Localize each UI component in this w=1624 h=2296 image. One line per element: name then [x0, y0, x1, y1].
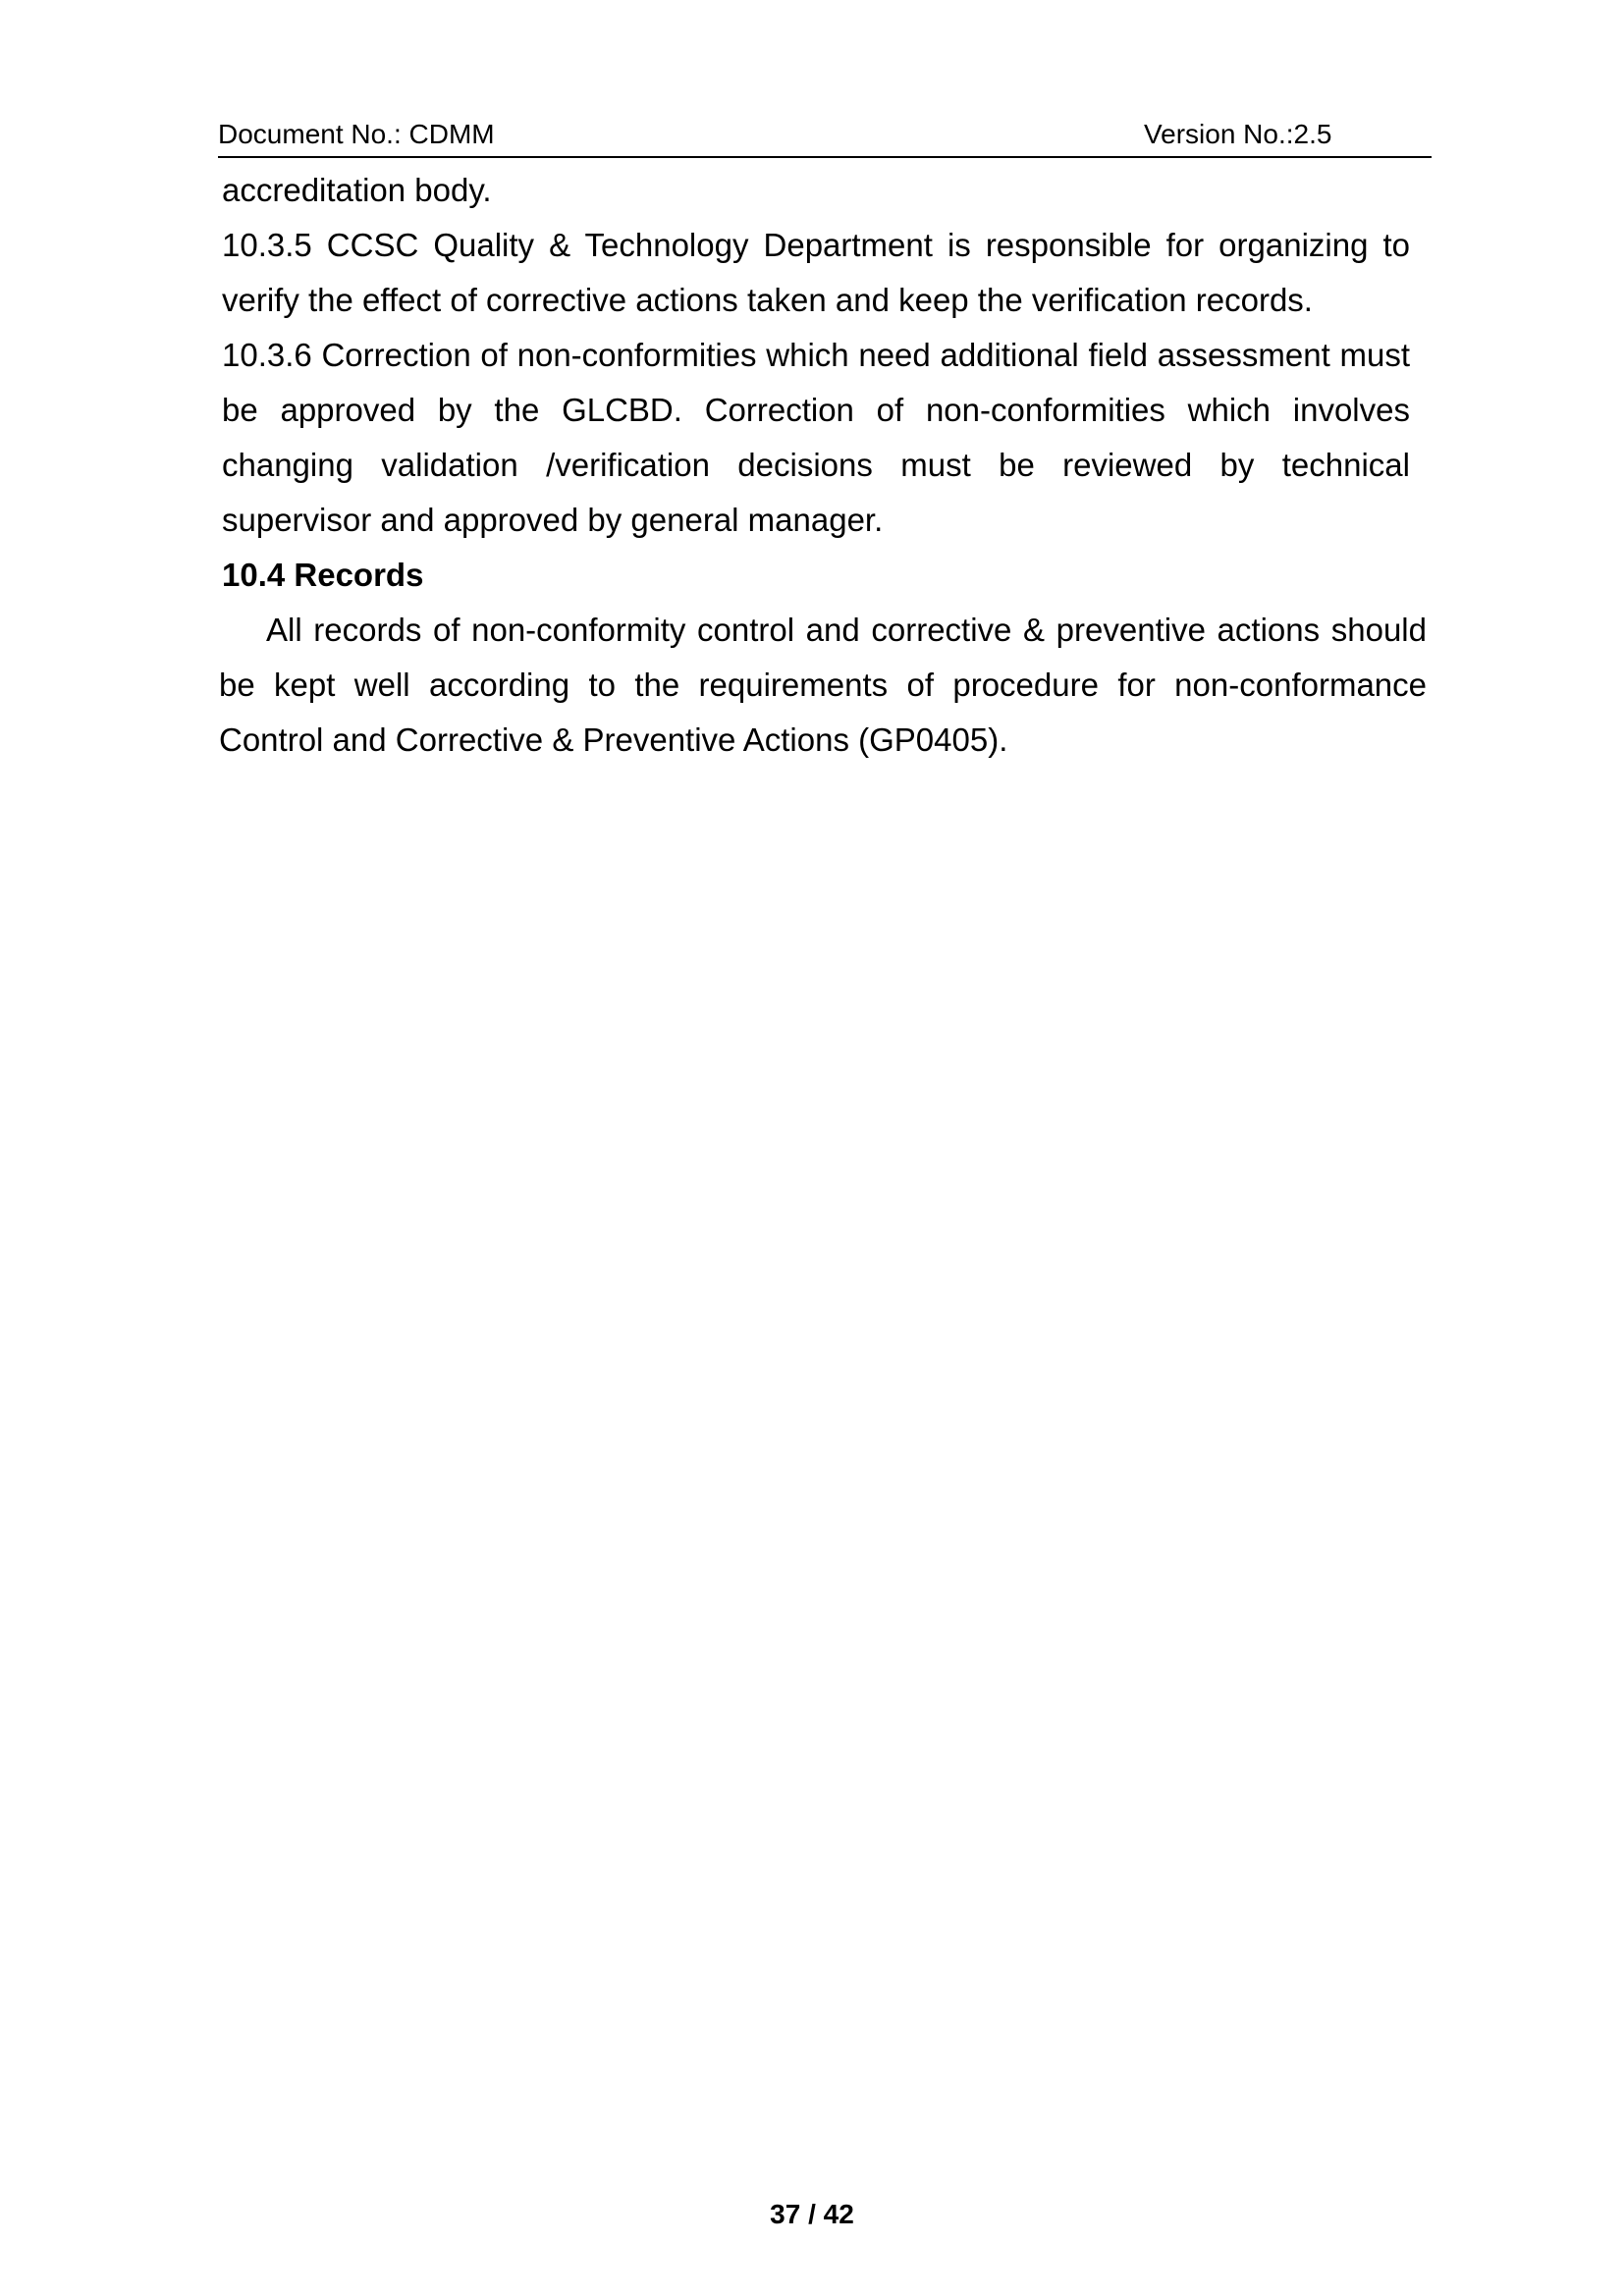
version-number: Version No.:2.5 [1144, 119, 1332, 149]
section-heading-10-4: 10.4 Records [222, 557, 424, 593]
paragraph-accreditation-body: accreditation body. [222, 172, 492, 208]
paragraph-10-3-6: 10.3.6 Correction of non-conformities which need additional field assessment must be approved by the GLCBD. Correction of non-conformities which involves changing validation /verification decisions must be reviewed by technical supervisor and approved by general manager. [222, 337, 1410, 538]
document-body [219, 163, 1427, 768]
document-number: Document No.: CDMM [218, 119, 495, 149]
paragraph-records: All records of non-conformity control and corrective & preventive actions should be kept well according to the requirements of procedure for non-conformance Control and Corrective & Preventive Actions (GP0405). [219, 612, 1427, 758]
page-number: 37 / 42 [770, 2199, 854, 2229]
paragraph-10-3-5: 10.3.5 CCSC Quality & Technology Department is responsible for organizing to verify the effect of corrective actions taken and keep the verification records. [222, 227, 1410, 318]
page-header [218, 113, 1432, 158]
